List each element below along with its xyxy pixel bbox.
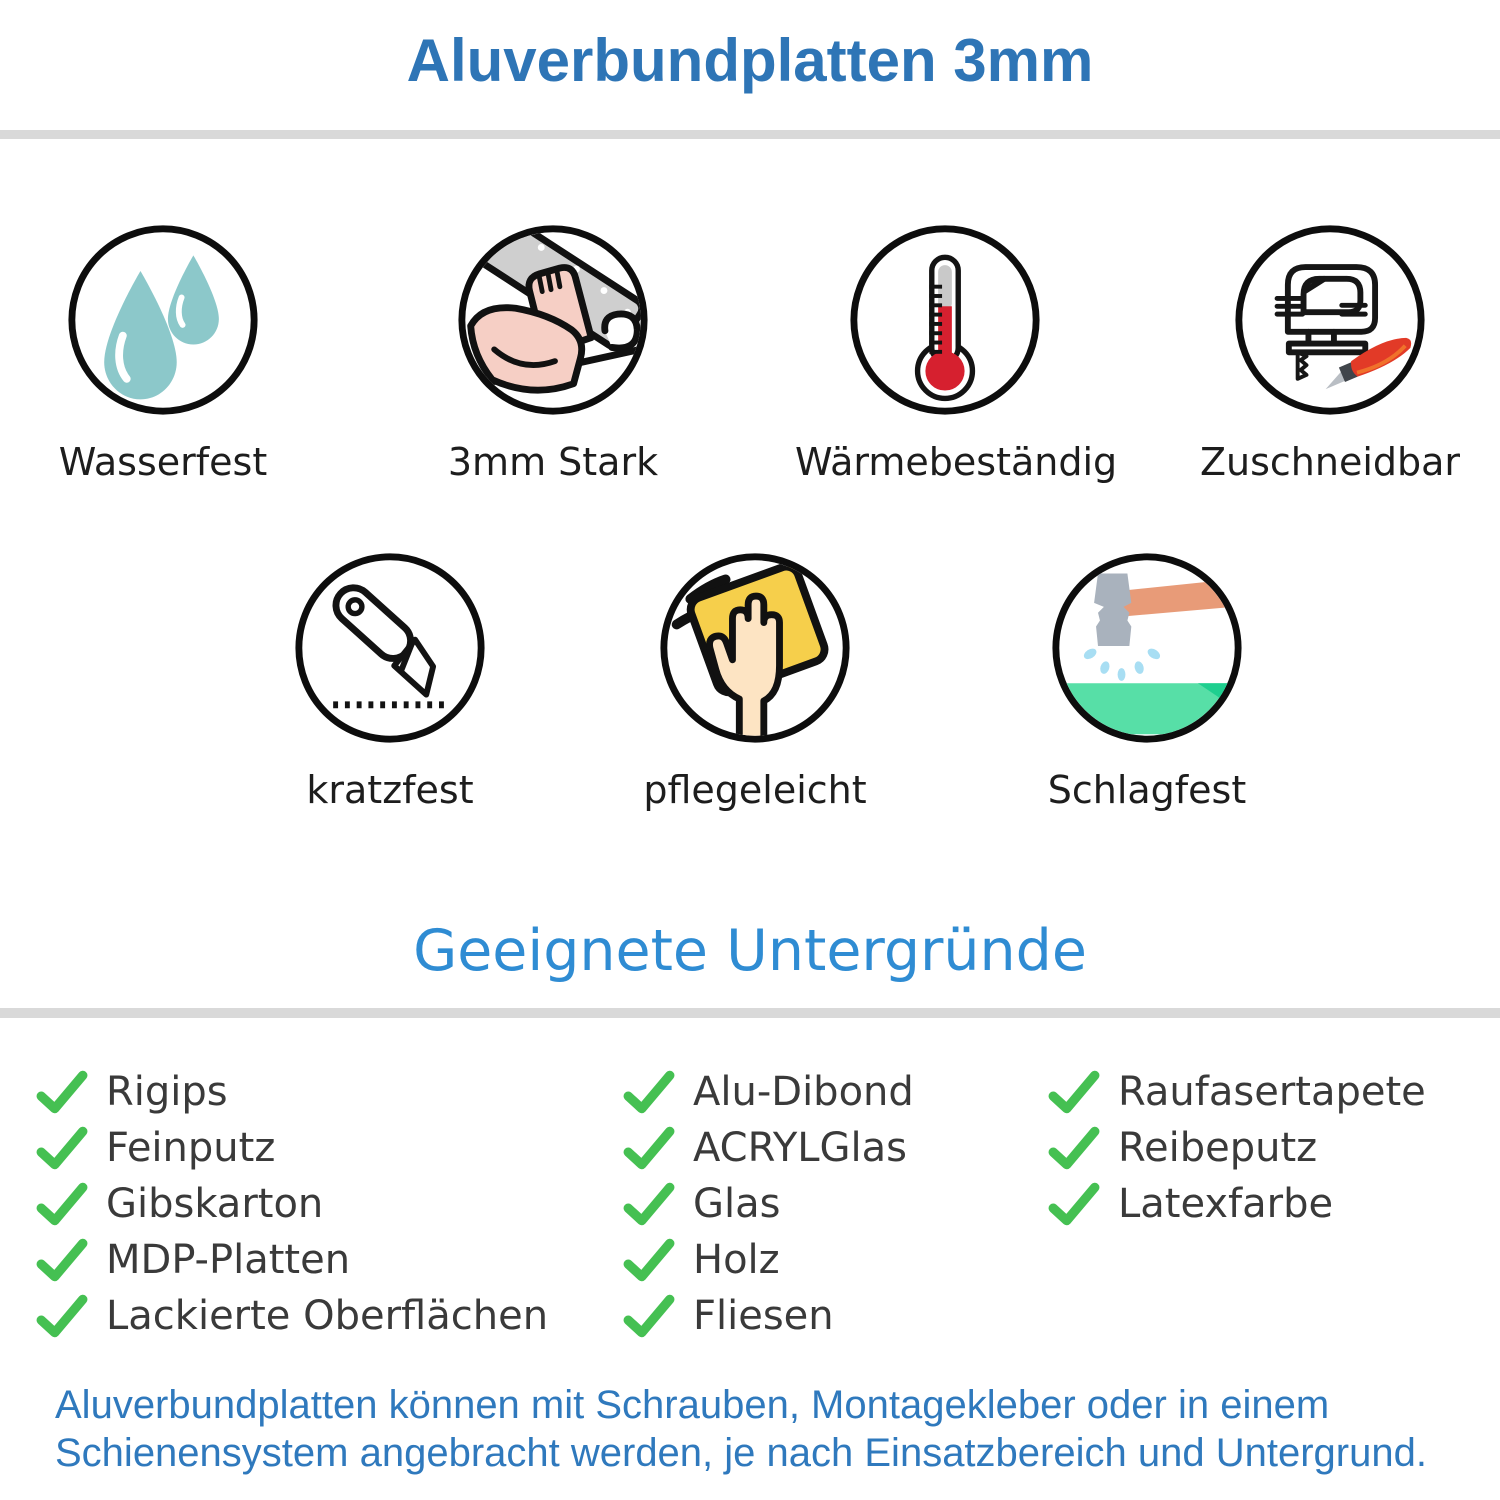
substrate-label: Reibeputz <box>1118 1125 1318 1171</box>
checkmark-icon <box>1047 1181 1101 1227</box>
list-item <box>35 1120 548 1176</box>
substrate-label: Gibskarton <box>106 1181 324 1227</box>
feature-label: kratzfest <box>306 768 474 812</box>
list-item <box>622 1120 914 1176</box>
list-item <box>622 1064 914 1120</box>
feature-label: Zuschneidbar <box>1199 440 1461 484</box>
feature-label: 3mm Stark <box>447 440 659 484</box>
checkmark-icon <box>35 1125 89 1171</box>
substrate-label: Raufasertapete <box>1118 1069 1426 1115</box>
substrate-label: Feinputz <box>106 1125 276 1171</box>
checkmark-icon <box>35 1293 89 1339</box>
checkmark-icon <box>1047 1069 1101 1115</box>
footer-line-2: Schienensystem angebracht werden, je nach Einsatzbereich und Untergrund. <box>55 1431 1427 1475</box>
checkmark-icon <box>622 1069 676 1115</box>
substrate-label: MDP-Platten <box>106 1237 351 1283</box>
hammer-impact-icon <box>1049 550 1245 746</box>
list-item <box>35 1064 548 1120</box>
feature-3mm-stark <box>403 222 703 484</box>
muscle-arm-icon <box>455 222 651 418</box>
water-drops-icon <box>65 222 261 418</box>
feature-zuschneidbar <box>1180 222 1480 484</box>
substrate-label: ACRYLGlas <box>693 1125 908 1171</box>
substrate-column-3 <box>1047 1064 1426 1232</box>
substrate-label: Alu-Dibond <box>693 1069 914 1115</box>
feature-label: Schlagfest <box>1047 768 1247 812</box>
feature-waermebestaendig <box>795 222 1118 484</box>
feature-kratzfest <box>240 550 540 812</box>
substrate-label: Lackierte Oberflächen <box>106 1293 549 1339</box>
substrate-label: Holz <box>693 1237 780 1283</box>
checkmark-icon <box>622 1181 676 1227</box>
substrate-column-1 <box>35 1064 548 1344</box>
substrate-column-2 <box>622 1064 914 1344</box>
substrate-label: Fliesen <box>693 1293 834 1339</box>
checkmark-icon <box>35 1181 89 1227</box>
list-item <box>1047 1064 1426 1120</box>
list-item <box>1047 1120 1426 1176</box>
feature-wasserfest <box>13 222 313 484</box>
checkmark-icon <box>35 1069 89 1115</box>
checkmark-icon <box>622 1237 676 1283</box>
list-item <box>35 1288 548 1344</box>
list-item <box>35 1232 548 1288</box>
list-item <box>35 1176 548 1232</box>
thermometer-icon <box>847 222 1043 418</box>
feature-label: Wärmebeständig <box>795 440 1118 484</box>
cleaning-hand-icon <box>657 550 853 746</box>
substrate-label: Glas <box>693 1181 781 1227</box>
feature-label: pflegeleicht <box>643 768 867 812</box>
list-item <box>622 1232 914 1288</box>
feature-label: Wasserfest <box>58 440 268 484</box>
substrate-label: Latexfarbe <box>1118 1181 1334 1227</box>
utility-knife-icon <box>292 550 488 746</box>
jigsaw-cutter-icon <box>1232 222 1428 418</box>
section-title: Geeignete Untergründe <box>413 918 1087 984</box>
divider-middle <box>0 1008 1500 1018</box>
feature-schlagfest <box>997 550 1297 812</box>
footer-note <box>55 1381 1475 1477</box>
checkmark-icon <box>35 1237 89 1283</box>
substrate-label: Rigips <box>106 1069 228 1115</box>
list-item <box>1047 1176 1426 1232</box>
checkmark-icon <box>622 1125 676 1171</box>
list-item <box>622 1288 914 1344</box>
checkmark-icon <box>622 1293 676 1339</box>
list-item <box>622 1176 914 1232</box>
divider-top <box>0 130 1500 139</box>
checkmark-icon <box>1047 1125 1101 1171</box>
page-title: Aluverbundplatten 3mm <box>406 27 1094 94</box>
feature-pflegeleicht <box>605 550 905 812</box>
footer-line-1: Aluverbundplatten können mit Schrauben, Montagekleber oder in einem <box>55 1383 1330 1427</box>
